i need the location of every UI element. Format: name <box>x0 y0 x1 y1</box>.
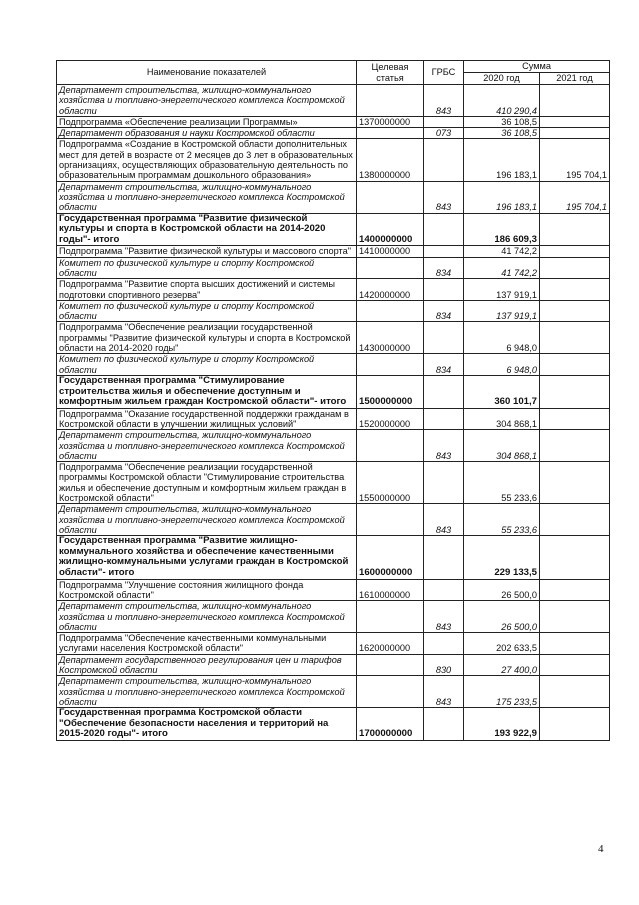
row-value-2021 <box>540 579 610 601</box>
table-row <box>57 181 610 213</box>
header-name: Наименование показателей <box>57 61 357 85</box>
row-grbs <box>424 462 464 504</box>
row-value-2020: 137 919,1 <box>464 279 540 301</box>
row-value-2020: 6 948,0 <box>464 354 540 376</box>
row-code <box>357 676 424 708</box>
row-name: Государственная программа "Стимулирование строительства жилья и обеспечение доступным и комфортным жильем граждан Костромской области"- итого <box>57 375 357 408</box>
table-row <box>57 430 610 462</box>
row-grbs <box>424 322 464 354</box>
row-name: Подпрограмма "Развитие физической культуры и массового спорта" <box>57 246 357 257</box>
row-code: 1400000000 <box>357 213 424 246</box>
header-code: Целевая статья <box>357 61 424 85</box>
row-code: 1420000000 <box>357 279 424 301</box>
row-value-2021 <box>540 375 610 408</box>
row-value-2020: 410 290,4 <box>464 85 540 117</box>
table-row <box>57 246 610 257</box>
row-value-2020: 175 233,5 <box>464 676 540 708</box>
row-code: 1520000000 <box>357 408 424 430</box>
row-name: Подпрограмма "Улучшение состояния жилищного фонда Костромской области" <box>57 579 357 601</box>
row-grbs: 843 <box>424 676 464 708</box>
row-value-2021 <box>540 354 610 376</box>
row-code <box>357 354 424 376</box>
row-grbs <box>424 708 464 741</box>
row-value-2021 <box>540 504 610 536</box>
row-value-2020: 229 133,5 <box>464 536 540 579</box>
row-name: Подпрограмма "Обеспечение качественными коммунальными услугами населения Костромской области" <box>57 633 357 655</box>
row-name: Департамент строительства, жилищно-коммунального хозяйства и топливно-энергетического комплекса Костромской области <box>57 601 357 633</box>
row-value-2021 <box>540 85 610 117</box>
row-grbs <box>424 408 464 430</box>
row-code: 1370000000 <box>357 116 424 127</box>
row-code: 1700000000 <box>357 708 424 741</box>
row-value-2020: 27 400,0 <box>464 654 540 676</box>
row-value-2021 <box>540 213 610 246</box>
header-sum: Сумма <box>464 61 610 73</box>
row-value-2021 <box>540 408 610 430</box>
table-row <box>57 139 610 181</box>
row-value-2021 <box>540 633 610 655</box>
row-code: 1500000000 <box>357 375 424 408</box>
row-value-2021 <box>540 279 610 301</box>
row-value-2020: 304 868,1 <box>464 408 540 430</box>
row-grbs: 843 <box>424 85 464 117</box>
row-code <box>357 300 424 322</box>
row-value-2021 <box>540 536 610 579</box>
row-name: Департамент строительства, жилищно-коммунального хозяйства и топливно-энергетического комплекса Костромской области <box>57 504 357 536</box>
row-grbs <box>424 116 464 127</box>
row-value-2020: 26 500,0 <box>464 601 540 633</box>
row-value-2020: 6 948,0 <box>464 322 540 354</box>
page-number: 4 <box>598 843 604 855</box>
row-value-2020: 193 922,9 <box>464 708 540 741</box>
row-code: 1430000000 <box>357 322 424 354</box>
row-name: Департамент образования и науки Костромской области <box>57 128 357 139</box>
row-code <box>357 85 424 117</box>
row-value-2021 <box>540 246 610 257</box>
row-grbs: 843 <box>424 504 464 536</box>
row-value-2020: 196 183,1 <box>464 181 540 213</box>
table-row <box>57 408 610 430</box>
table-row <box>57 85 610 117</box>
row-name: Комитет по физической культуре и спорту Костромской области <box>57 300 357 322</box>
row-grbs <box>424 279 464 301</box>
row-value-2021 <box>540 601 610 633</box>
table-row <box>57 654 610 676</box>
row-value-2021 <box>540 116 610 127</box>
row-code <box>357 257 424 279</box>
row-name: Подпрограмма "Развитие спорта высших достижений и системы подготовки спортивного резерва" <box>57 279 357 301</box>
row-name: Государственная программа "Развитие жилищно-коммунального хозяйства и обеспечение качественными жилищно-коммунальными услугами граждан в Костромской области"- итого <box>57 536 357 579</box>
row-value-2020: 304 868,1 <box>464 430 540 462</box>
table-row <box>57 116 610 127</box>
row-name: Департамент строительства, жилищно-коммунального хозяйства и топливно-энергетического комплекса Костромской области <box>57 181 357 213</box>
row-value-2020: 202 633,5 <box>464 633 540 655</box>
row-value-2020: 36 108,5 <box>464 128 540 139</box>
row-grbs: 843 <box>424 181 464 213</box>
row-name: Департамент строительства, жилищно-коммунального хозяйства и топливно-энергетического комплекса Костромской области <box>57 85 357 117</box>
row-value-2021 <box>540 257 610 279</box>
row-value-2020: 41 742,2 <box>464 257 540 279</box>
row-code <box>357 504 424 536</box>
row-value-2020: 137 919,1 <box>464 300 540 322</box>
table-row <box>57 213 610 246</box>
row-value-2021: 195 704,1 <box>540 181 610 213</box>
row-name: Департамент строительства, жилищно-коммунального хозяйства и топливно-энергетического комплекса Костромской области <box>57 430 357 462</box>
row-name: Подпрограмма "Обеспечение реализации государственной программы "Развитие физической культуры и спорта в Костромской области на 2014-2020 годы" <box>57 322 357 354</box>
row-name: Подпрограмма «Обеспечение реализации Программы» <box>57 116 357 127</box>
table-row <box>57 504 610 536</box>
row-grbs <box>424 139 464 181</box>
row-code: 1550000000 <box>357 462 424 504</box>
header-year-2021: 2021 год <box>540 73 610 85</box>
row-code <box>357 128 424 139</box>
row-name: Комитет по физической культуре и спорту Костромской области <box>57 354 357 376</box>
table-row <box>57 676 610 708</box>
row-grbs: 843 <box>424 601 464 633</box>
row-name: Департамент государственного регулирования цен и тарифов Костромской области <box>57 654 357 676</box>
row-name: Подпрограмма «Создание в Костромской области дополнительных мест для детей в возрасте от 2 месяцев до 3 лет в образовательных организациях, осуществляющих образовательную деятельность по образовательным программам дошкольного образования» <box>57 139 357 181</box>
header-grbs: ГРБС <box>424 61 464 85</box>
table-row <box>57 279 610 301</box>
row-value-2020: 36 108,5 <box>464 116 540 127</box>
table-body <box>57 85 610 741</box>
row-code <box>357 654 424 676</box>
table-row <box>57 375 610 408</box>
row-value-2020: 26 500,0 <box>464 579 540 601</box>
row-code <box>357 181 424 213</box>
row-code: 1620000000 <box>357 633 424 655</box>
row-name: Департамент строительства, жилищно-коммунального хозяйства и топливно-энергетического комплекса Костромской области <box>57 676 357 708</box>
row-value-2020: 196 183,1 <box>464 139 540 181</box>
row-grbs: 834 <box>424 257 464 279</box>
row-name: Комитет по физической культуре и спорту Костромской области <box>57 257 357 279</box>
table-row <box>57 462 610 504</box>
row-value-2021 <box>540 430 610 462</box>
row-value-2021 <box>540 128 610 139</box>
table-row <box>57 601 610 633</box>
row-grbs <box>424 579 464 601</box>
table-row <box>57 128 610 139</box>
row-code: 1610000000 <box>357 579 424 601</box>
row-value-2021 <box>540 708 610 741</box>
row-code <box>357 430 424 462</box>
row-name: Подпрограмма "Обеспечение реализации государственной программы Костромской области "Стимулирование строительства жилья и обеспечение доступным и комфортным жильем граждан в Костромской области" <box>57 462 357 504</box>
row-grbs: 830 <box>424 654 464 676</box>
row-grbs: 843 <box>424 430 464 462</box>
table-row <box>57 322 610 354</box>
row-code: 1410000000 <box>357 246 424 257</box>
row-code: 1380000000 <box>357 139 424 181</box>
row-code <box>357 601 424 633</box>
row-grbs <box>424 633 464 655</box>
row-value-2021 <box>540 300 610 322</box>
row-grbs <box>424 246 464 257</box>
header-year-2020: 2020 год <box>464 73 540 85</box>
row-value-2020: 55 233,6 <box>464 462 540 504</box>
row-value-2021 <box>540 322 610 354</box>
row-value-2021 <box>540 462 610 504</box>
row-value-2020: 360 101,7 <box>464 375 540 408</box>
table-row <box>57 579 610 601</box>
row-value-2021 <box>540 676 610 708</box>
row-grbs: 834 <box>424 354 464 376</box>
row-value-2021 <box>540 654 610 676</box>
header-row <box>57 61 610 73</box>
row-name: Государственная программа Костромской области "Обеспечение безопасности населения и территорий на 2015-2020 годы"- итого <box>57 708 357 741</box>
row-code: 1600000000 <box>357 536 424 579</box>
row-name: Подпрограмма "Оказание государственной поддержки гражданам в Костромской области в улучшении жилищных условий" <box>57 408 357 430</box>
row-grbs <box>424 375 464 408</box>
table-row <box>57 633 610 655</box>
row-grbs: 834 <box>424 300 464 322</box>
row-value-2020: 41 742,2 <box>464 246 540 257</box>
row-grbs <box>424 536 464 579</box>
row-value-2020: 186 609,3 <box>464 213 540 246</box>
table-row <box>57 354 610 376</box>
table-row <box>57 257 610 279</box>
table-row <box>57 536 610 579</box>
row-name: Государственная программа "Развитие физической культуры и спорта в Костромской области на 2014-2020 годы"- итого <box>57 213 357 246</box>
row-value-2020: 55 233,6 <box>464 504 540 536</box>
row-value-2021: 195 704,1 <box>540 139 610 181</box>
table-row <box>57 708 610 741</box>
table-row <box>57 300 610 322</box>
budget-table <box>56 60 610 741</box>
row-grbs: 073 <box>424 128 464 139</box>
row-grbs <box>424 213 464 246</box>
